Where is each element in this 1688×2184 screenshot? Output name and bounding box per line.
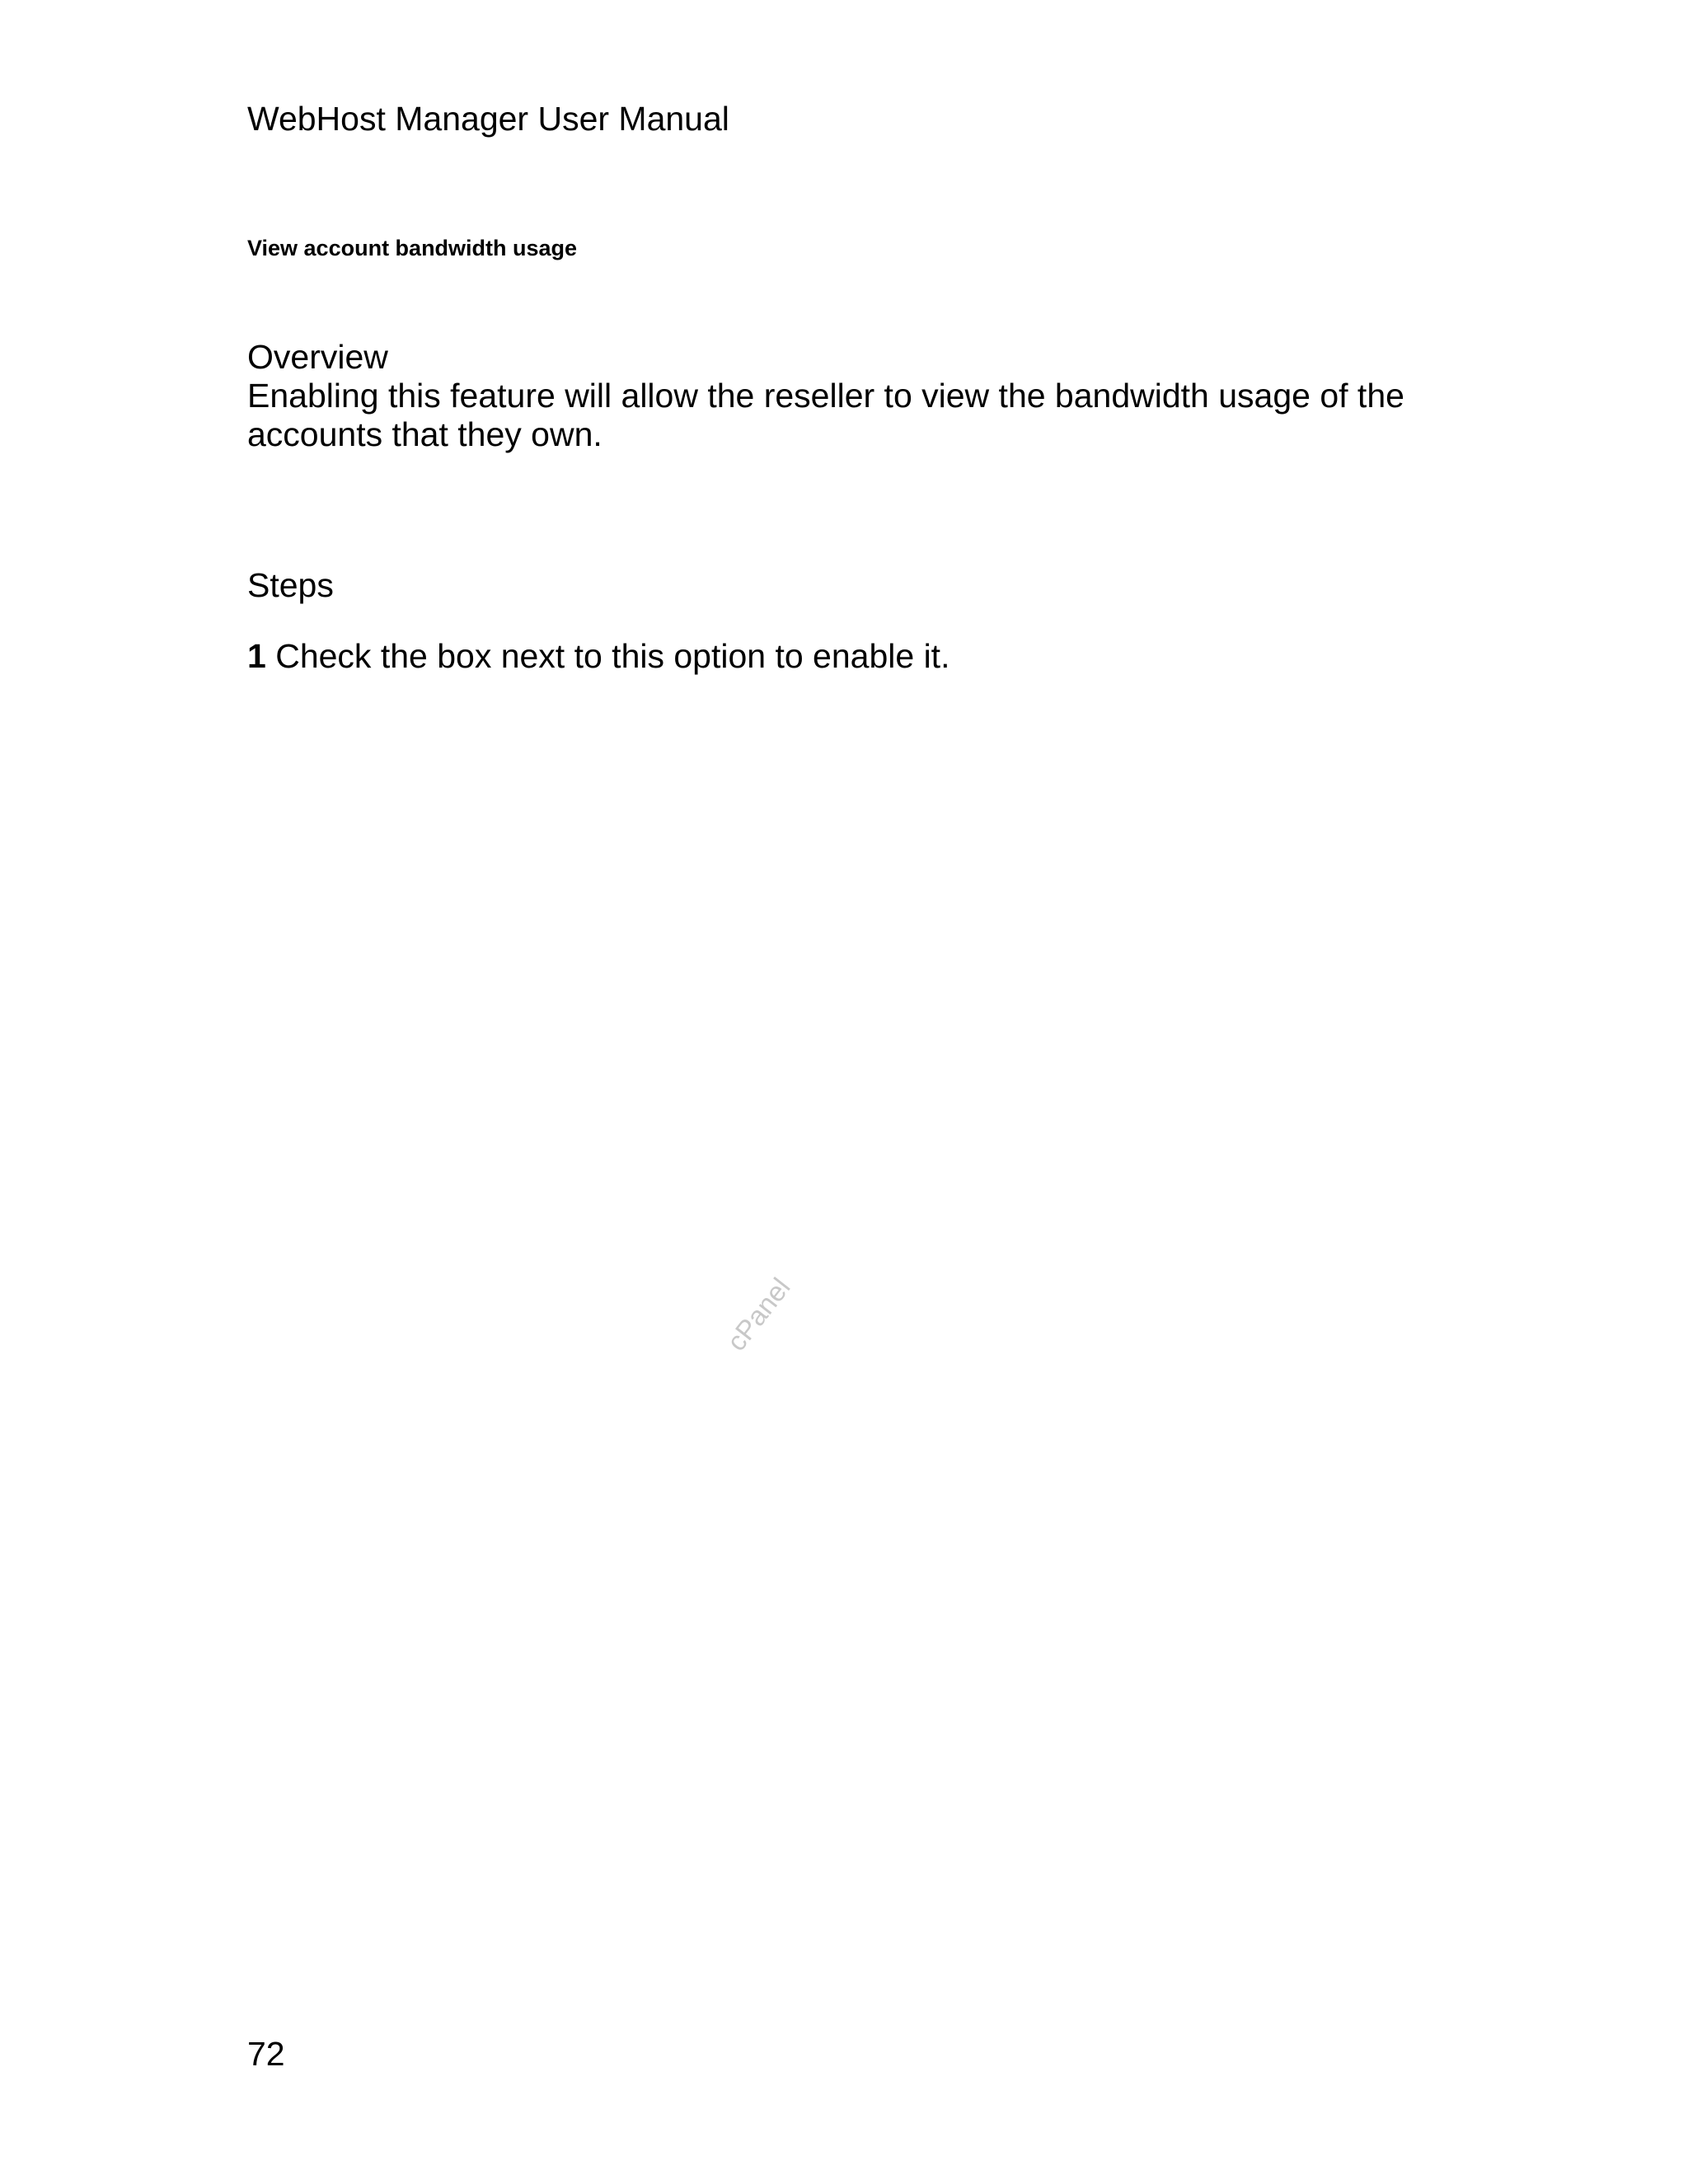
- overview-section: [247, 338, 1484, 454]
- step-text: Check the box next to this option to enable it.: [275, 637, 950, 675]
- watermark: cPanel: [720, 1272, 796, 1357]
- overview-line-2: accounts that they own.: [247, 415, 603, 453]
- section-title: View account bandwidth usage: [247, 236, 578, 260]
- page-number: 72: [247, 2035, 285, 2073]
- step-number: 1: [247, 637, 266, 675]
- steps-heading: Steps: [247, 566, 334, 604]
- running-header: WebHost Manager User Manual: [247, 100, 729, 138]
- step-item: [247, 635, 950, 677]
- overview-heading: Overview: [247, 338, 388, 376]
- overview-line-1: Enabling this feature will allow the reseller to view the bandwidth usage of the: [247, 377, 1404, 415]
